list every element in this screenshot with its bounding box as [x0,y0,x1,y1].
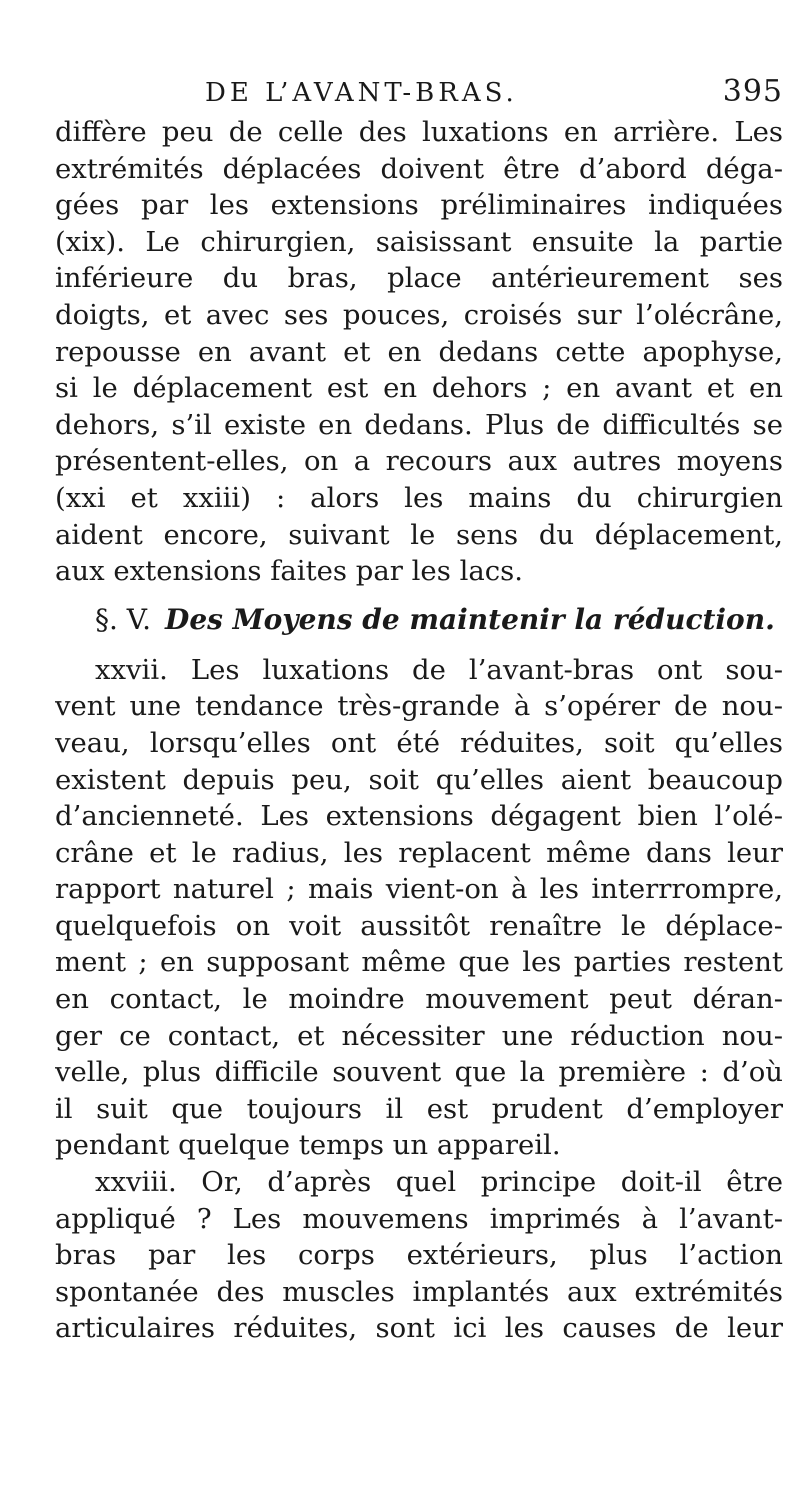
text-line: rapport naturel ; mais vient-on à les interrrompre, [55,873,783,906]
book-page [55,70,783,1347]
text-line: d’ancienneté. Les extensions dégagent bien l’olé- [55,800,783,833]
running-head [55,70,783,114]
paragraph-1 [55,114,783,590]
paragraph-3 [55,1164,783,1347]
text-line: présentent-elles, on a recours aux autres moyens [55,445,783,478]
text-line: xxviii. Or, d’après quel principe doit-il être [95,1166,783,1199]
text-line: inférieure du bras, place antérieurement ses [55,262,783,295]
text-line: (xix). Le chirurgien, saisissant ensuite la partie [55,225,783,258]
text-line: aux extensions faites par les lacs. [55,555,524,588]
text-line: en contact, le moindre mouvement peut déran- [55,983,783,1016]
text-line: si le déplacement est en dehors ; en avant et en [55,372,783,405]
text-line: velle, plus difficile souvent que la première : d’où [55,1056,783,1089]
text-line: crâne et le radius, les replacent même dans leur [55,836,783,869]
running-head-title: DE L’AVANT-BRAS. [205,78,518,108]
section-number: §. V. [95,602,152,636]
text-line: il suit que toujours il est prudent d’employer [55,1092,783,1125]
text-line: extrémités déplacées doivent être d’abord déga- [55,152,783,185]
text-line: doigts, et avec ses pouces, croisés sur l’olécrâne, [55,298,783,331]
text-line: veau, lorsqu’elles ont été réduites, soit qu’elles [55,726,783,759]
text-line: spontanée des muscles implantés aux extrémités [55,1275,783,1308]
section-title: Des Moyens de maintenir la réduction. [165,602,775,636]
text-line: aident encore, suivant le sens du déplacement, [55,518,783,551]
text-line: xxvii. Les luxations de l’avant-bras ont sou- [95,653,783,686]
text-line: existent depuis peu, soit qu’elles aient beaucoup [55,763,783,796]
text-line: ment ; en supposant même que les parties restent [55,946,783,979]
text-line: repousse en avant et en dedans cette apophyse, [55,335,783,368]
paragraph-2 [55,652,783,1164]
text-line: articulaires réduites, sont ici les causes de leur [55,1312,783,1345]
text-line: appliqué ? Les mouvemens imprimés à l’avant- [55,1202,783,1235]
text-line: gées par les extensions préliminaires indiquées [55,189,783,222]
text-line: dehors, s’il existe en dedans. Plus de difficultés se [55,408,783,441]
text-line: bras par les corps extérieurs, plus l’action [55,1239,783,1272]
text-line: vent une tendance très-grande à s’opérer de nou- [55,690,783,723]
page-number: 395 [722,74,783,109]
text-line: (xxi et xxiii) : alors les mains du chirurgien [55,481,783,514]
text-line: quelquefois on voit aussitôt renaître le déplace- [55,909,783,942]
text-line: ger ce contact, et nécessiter une réduction nou- [55,1019,783,1052]
text-line: pendant quelque temps un appareil. [55,1129,561,1162]
text-line: diffère peu de celle des luxations en arrière. Les [55,116,783,148]
section-heading [95,602,783,638]
